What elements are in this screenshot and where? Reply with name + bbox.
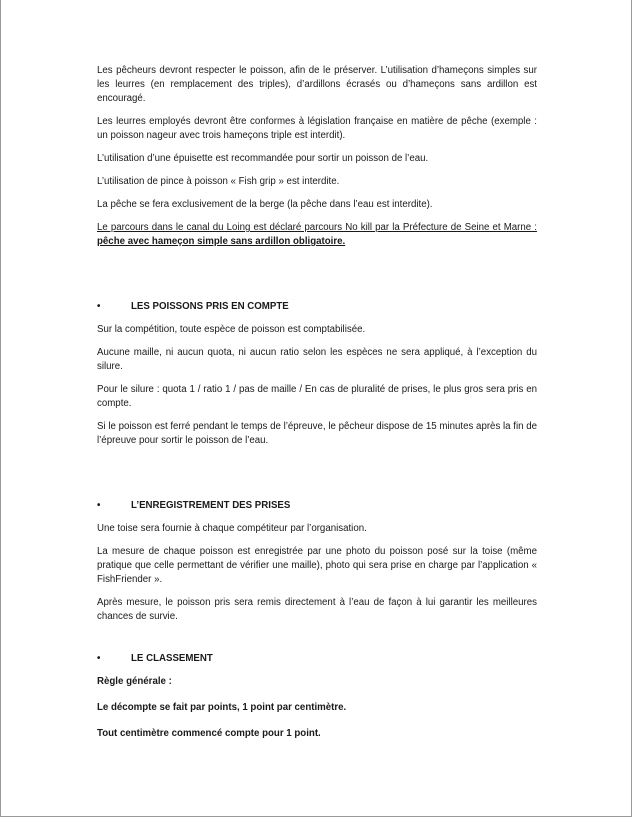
no-kill-requirement: pêche avec hameçon simple sans ardillon obligatoire. (97, 236, 346, 247)
section-heading-ranking (97, 652, 537, 666)
paragraph-landing-net: L’utilisation d’une épuisette est recommandée pour sortir un poisson de l’eau. (97, 153, 429, 164)
rule-heading: Règle générale : (97, 676, 172, 687)
paragraph-lures: Les leurres employés devront être conformes à législation française en matière de pêche (exemple : un poisson nageur avec trois hameçons triple est interdit). (97, 116, 537, 141)
section-heading-fish-counted (97, 300, 537, 314)
paragraph-quota: Aucune maille, ni aucun quota, ni aucun ratio selon les espèces ne sera appliqué, à l’exception du silure. (97, 347, 537, 372)
paragraph-measuring-board: Une toise sera fournie à chaque compétiteur par l’organisation. (97, 523, 367, 534)
paragraph-species: Sur la compétition, toute espèce de poisson est comptabilisée. (97, 324, 366, 335)
paragraph-photo: La mesure de chaque poisson est enregistrée par une photo du poisson posé sur la toise (même pratique que celle permettant de vérifier une maille), photo qui sera prise en charge par l’application « FishFriender ». (97, 546, 537, 585)
no-kill-statement: Le parcours dans le canal du Loing est déclaré parcours No kill par la Préfecture de Seine et Marne : (97, 222, 537, 233)
section-title: LE CLASSEMENT (131, 653, 213, 664)
bullet-icon: • (97, 653, 101, 664)
rule-points: Le décompte se fait par points, 1 point par centimètre. (97, 702, 347, 713)
section-heading-recording (97, 499, 537, 513)
section-title: L’ENREGISTREMENT DES PRISES (131, 500, 291, 511)
rule-centimeter: Tout centimètre commencé compte pour 1 point. (97, 728, 321, 739)
section-title: LES POISSONS PRIS EN COMPTE (131, 301, 289, 312)
paragraph-fish-grip: L’utilisation de pince à poisson « Fish grip » est interdite. (97, 176, 340, 187)
paragraph-hooks: Les pêcheurs devront respecter le poisson, afin de le préserver. L’utilisation d’hameçons simples sur les leurres (en remplacement des triples), d’ardillons écrasés ou d’hameçons sans ardillon est encouragé. (97, 65, 537, 104)
paragraph-time-limit: Si le poisson est ferré pendant le temps de l’épreuve, le pêcheur dispose de 15 minutes après la fin de l’épreuve pour sortir le poisson de l’eau. (97, 421, 537, 446)
paragraph-catfish: Pour le silure : quota 1 / ratio 1 / pas de maille / En cas de pluralité de prises, le plus gros sera pris en compte. (97, 384, 537, 409)
paragraph-no-kill (97, 221, 537, 249)
bullet-icon: • (97, 301, 101, 312)
bullet-icon: • (97, 500, 101, 511)
document-content (97, 64, 537, 741)
paragraph-bank-fishing: La pêche se fera exclusivement de la berge (la pêche dans l’eau est interdite). (97, 199, 433, 210)
paragraph-release: Après mesure, le poisson pris sera remis directement à l’eau de façon à lui garantir les meilleures chances de survie. (97, 597, 537, 622)
